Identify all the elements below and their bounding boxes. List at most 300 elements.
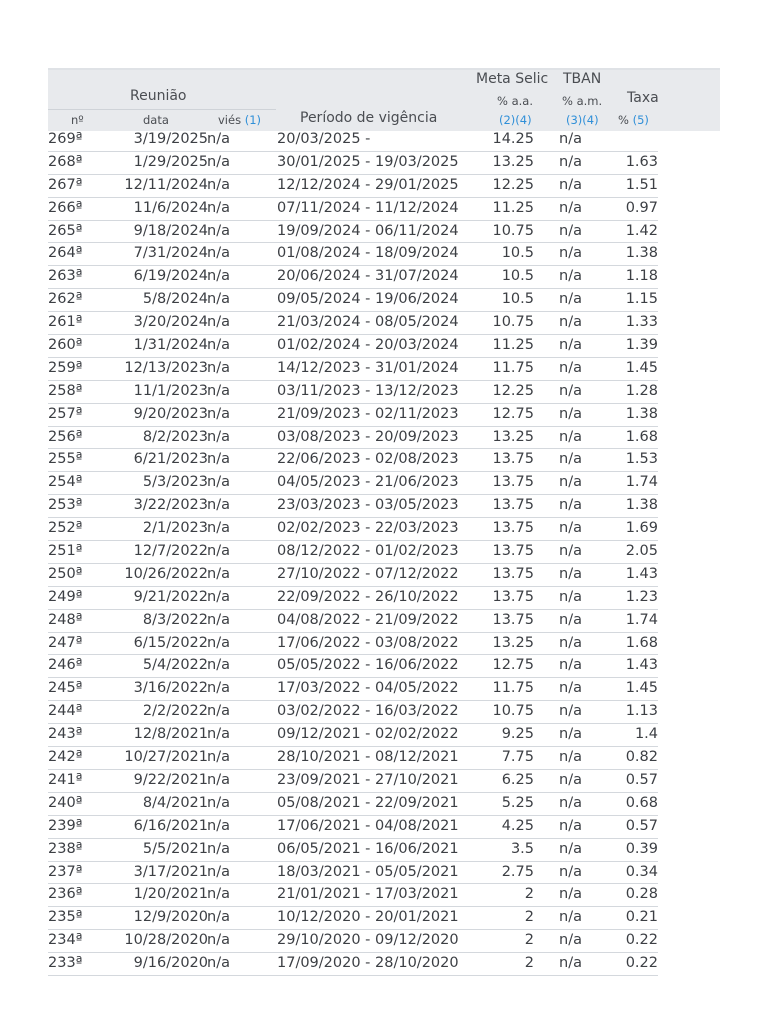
row-number: 248ª: [48, 611, 83, 628]
row-vies: n/a: [207, 634, 230, 651]
row-number: 251ª: [48, 543, 83, 560]
row-tban: n/a: [559, 611, 582, 628]
row-meta-selic: 3.5: [510, 840, 534, 857]
row-meta-selic: 2: [524, 932, 534, 949]
row-vies: n/a: [207, 497, 230, 514]
row-tban: n/a: [559, 451, 582, 468]
header-meta-unit: % a.a.: [497, 94, 533, 108]
row-vies: n/a: [207, 886, 230, 903]
row-taxa: 0.97: [625, 199, 658, 216]
row-date: 1/29/2025: [133, 153, 208, 170]
table-row: [48, 587, 658, 610]
row-tban: n/a: [559, 932, 582, 949]
row-taxa: 1.15: [625, 291, 658, 308]
row-meta-selic: 11.25: [492, 337, 534, 354]
row-number: 264ª: [48, 245, 83, 262]
row-date: 11/6/2024: [133, 199, 208, 216]
row-date: 12/7/2022: [133, 543, 208, 560]
row-taxa: 1.63: [625, 153, 658, 170]
row-tban: n/a: [559, 176, 582, 193]
table-body: [48, 129, 658, 976]
table-row: [48, 747, 658, 770]
row-taxa: 0.57: [625, 771, 658, 788]
row-period: 03/11/2023 - 13/12/2023: [277, 382, 459, 399]
table-row: [48, 221, 658, 244]
row-vies: n/a: [207, 314, 230, 331]
row-tban: n/a: [559, 131, 582, 147]
row-number: 263ª: [48, 268, 83, 285]
row-vies: n/a: [207, 749, 230, 766]
row-meta-selic: 10.5: [501, 291, 534, 308]
header-tban-unit: % a.m.: [562, 94, 603, 108]
row-date: 1/31/2024: [133, 337, 208, 354]
row-date: 6/15/2022: [133, 634, 208, 651]
row-number: 233ª: [48, 955, 83, 972]
row-vies: n/a: [207, 726, 230, 743]
table-row: [48, 449, 658, 472]
row-period: 14/12/2023 - 31/01/2024: [277, 359, 459, 376]
table-row: [48, 472, 658, 495]
row-meta-selic: 10.75: [492, 222, 534, 239]
table-row: [48, 266, 658, 289]
row-number: 268ª: [48, 153, 83, 170]
row-date: 10/28/2020: [124, 932, 208, 949]
row-tban: n/a: [559, 886, 582, 903]
row-meta-selic: 11.75: [492, 359, 534, 376]
table-row: [48, 655, 658, 678]
table-row: [48, 518, 658, 541]
row-number: 246ª: [48, 657, 83, 674]
row-period: 01/02/2024 - 20/03/2024: [277, 337, 459, 354]
row-vies: n/a: [207, 176, 230, 193]
row-period: 03/08/2023 - 20/09/2023: [277, 428, 459, 445]
row-period: 17/03/2022 - 04/05/2022: [277, 680, 459, 697]
row-period: 09/05/2024 - 19/06/2024: [277, 291, 459, 308]
row-date: 2/1/2023: [142, 520, 208, 537]
row-tban: n/a: [559, 245, 582, 262]
row-taxa: 1.28: [625, 382, 658, 399]
row-taxa: 1.45: [625, 680, 658, 697]
row-tban: n/a: [559, 909, 582, 926]
row-date: 6/21/2023: [133, 451, 208, 468]
table-row: [48, 243, 658, 266]
row-vies: n/a: [207, 222, 230, 239]
row-taxa: 2.05: [625, 543, 658, 560]
row-meta-selic: 12.25: [492, 176, 534, 193]
table-row: [48, 495, 658, 518]
row-taxa: 0.22: [625, 955, 658, 972]
row-number: 245ª: [48, 680, 83, 697]
row-period: 18/03/2021 - 05/05/2021: [277, 863, 459, 880]
row-tban: n/a: [559, 565, 582, 582]
row-taxa: 1.74: [625, 611, 658, 628]
row-tban: n/a: [559, 840, 582, 857]
header-no: nº: [71, 113, 84, 127]
row-number: 244ª: [48, 703, 83, 720]
row-meta-selic: 2: [524, 886, 534, 903]
table-row: [48, 335, 658, 358]
row-meta-selic: 10.5: [501, 245, 534, 262]
row-number: 249ª: [48, 588, 83, 605]
row-date: 5/8/2024: [142, 291, 208, 308]
table-row: [48, 175, 658, 198]
row-number: 250ª: [48, 565, 83, 582]
row-number: 267ª: [48, 176, 83, 193]
row-period: 17/06/2022 - 03/08/2022: [277, 634, 459, 651]
row-vies: n/a: [207, 520, 230, 537]
row-date: 12/9/2020: [133, 909, 208, 926]
row-period: 19/09/2024 - 06/11/2024: [277, 222, 459, 239]
row-number: 269ª: [48, 131, 83, 147]
row-vies: n/a: [207, 451, 230, 468]
row-number: 237ª: [48, 863, 83, 880]
row-period: 21/01/2021 - 17/03/2021: [277, 886, 459, 903]
row-date: 6/19/2024: [133, 268, 208, 285]
table-row: [48, 862, 658, 885]
row-period: 21/03/2024 - 08/05/2024: [277, 314, 459, 331]
row-tban: n/a: [559, 703, 582, 720]
row-date: 12/11/2024: [124, 176, 208, 193]
row-taxa: 1.23: [625, 588, 658, 605]
row-period: 07/11/2024 - 11/12/2024: [277, 199, 459, 216]
row-taxa: 1.39: [625, 337, 658, 354]
row-period: 20/06/2024 - 31/07/2024: [277, 268, 459, 285]
row-taxa: 1.68: [625, 634, 658, 651]
row-tban: n/a: [559, 359, 582, 376]
row-meta-selic: 13.75: [492, 565, 534, 582]
row-meta-selic: 13.75: [492, 451, 534, 468]
row-number: 260ª: [48, 337, 83, 354]
header-taxa-unit: % (5): [618, 113, 649, 127]
row-vies: n/a: [207, 932, 230, 949]
row-vies: n/a: [207, 771, 230, 788]
header-tban: TBAN: [563, 71, 602, 87]
row-date: 9/18/2024: [133, 222, 208, 239]
table-row: [48, 884, 658, 907]
row-number: 239ª: [48, 817, 83, 834]
row-tban: n/a: [559, 817, 582, 834]
row-number: 255ª: [48, 451, 83, 468]
row-tban: n/a: [559, 863, 582, 880]
row-tban: n/a: [559, 268, 582, 285]
table-row: [48, 404, 658, 427]
row-vies: n/a: [207, 428, 230, 445]
row-number: 234ª: [48, 932, 83, 949]
row-vies: n/a: [207, 703, 230, 720]
row-meta-selic: 2: [524, 955, 534, 972]
row-period: 01/08/2024 - 18/09/2024: [277, 245, 459, 262]
row-number: 266ª: [48, 199, 83, 216]
table-row: [48, 358, 658, 381]
row-date: 3/19/2025: [133, 131, 208, 147]
row-number: 256ª: [48, 428, 83, 445]
row-date: 3/20/2024: [133, 314, 208, 331]
row-taxa: 0.39: [625, 840, 658, 857]
row-taxa: 1.69: [625, 520, 658, 537]
row-date: 8/3/2022: [142, 611, 208, 628]
row-taxa: 1.38: [625, 497, 658, 514]
table-row: [48, 198, 658, 221]
row-period: 09/12/2021 - 02/02/2022: [277, 726, 459, 743]
table-row: [48, 152, 658, 175]
selic-table: [48, 68, 659, 972]
row-taxa: 1.68: [625, 428, 658, 445]
row-tban: n/a: [559, 405, 582, 422]
row-vies: n/a: [207, 359, 230, 376]
table-row: [48, 610, 658, 633]
row-date: 9/20/2023: [133, 405, 208, 422]
row-date: 9/21/2022: [133, 588, 208, 605]
row-taxa: 1.33: [625, 314, 658, 331]
row-number: 247ª: [48, 634, 83, 651]
header-periodo: Período de vigência: [300, 110, 438, 126]
table-row: [48, 839, 658, 862]
row-vies: n/a: [207, 680, 230, 697]
row-meta-selic: 13.75: [492, 474, 534, 491]
header-taxa: Taxa: [627, 90, 659, 106]
row-taxa: 1.42: [625, 222, 658, 239]
row-taxa: 1.38: [625, 405, 658, 422]
row-number: 243ª: [48, 726, 83, 743]
table-row: [48, 381, 658, 404]
row-vies: n/a: [207, 588, 230, 605]
row-meta-selic: 9.25: [501, 726, 534, 743]
row-meta-selic: 13.25: [492, 428, 534, 445]
row-vies: n/a: [207, 405, 230, 422]
row-meta-selic: 13.75: [492, 588, 534, 605]
table-row: [48, 793, 658, 816]
row-date: 10/26/2022: [124, 565, 208, 582]
row-tban: n/a: [559, 428, 582, 445]
table-row: [48, 770, 658, 793]
row-date: 8/2/2023: [142, 428, 208, 445]
table-row: [48, 907, 658, 930]
row-tban: n/a: [559, 749, 582, 766]
row-number: 252ª: [48, 520, 83, 537]
row-period: 22/09/2022 - 26/10/2022: [277, 588, 459, 605]
row-period: 23/03/2023 - 03/05/2023: [277, 497, 459, 514]
row-taxa: 0.34: [625, 863, 658, 880]
header-tban-ref[interactable]: (3)(4): [566, 113, 599, 127]
row-number: 265ª: [48, 222, 83, 239]
row-meta-selic: 10.75: [492, 703, 534, 720]
row-period: 28/10/2021 - 08/12/2021: [277, 749, 459, 766]
row-number: 235ª: [48, 909, 83, 926]
row-tban: n/a: [559, 474, 582, 491]
row-vies: n/a: [207, 268, 230, 285]
row-taxa: 0.21: [625, 909, 658, 926]
row-tban: n/a: [559, 588, 582, 605]
row-vies: n/a: [207, 131, 230, 147]
row-date: 12/8/2021: [133, 726, 208, 743]
row-tban: n/a: [559, 199, 582, 216]
row-meta-selic: 12.75: [492, 405, 534, 422]
row-tban: n/a: [559, 153, 582, 170]
row-date: 3/17/2021: [133, 863, 208, 880]
row-period: 03/02/2022 - 16/03/2022: [277, 703, 459, 720]
row-number: 253ª: [48, 497, 83, 514]
table-row: [48, 312, 658, 335]
table-row: [48, 633, 658, 656]
row-period: 23/09/2021 - 27/10/2021: [277, 771, 459, 788]
row-vies: n/a: [207, 474, 230, 491]
row-taxa: 0.28: [625, 886, 658, 903]
row-vies: n/a: [207, 794, 230, 811]
row-taxa: 1.74: [625, 474, 658, 491]
row-tban: n/a: [559, 497, 582, 514]
row-taxa: 0.22: [625, 932, 658, 949]
row-tban: n/a: [559, 794, 582, 811]
row-meta-selic: 13.75: [492, 520, 534, 537]
row-meta-selic: 4.25: [501, 817, 534, 834]
header-reuniao: Reunião: [130, 88, 187, 104]
row-taxa: 0.57: [625, 817, 658, 834]
row-date: 3/16/2022: [133, 680, 208, 697]
row-period: 20/03/2025 -: [277, 131, 371, 147]
header-meta-selic: Meta Selic: [476, 71, 549, 87]
row-tban: n/a: [559, 543, 582, 560]
table-row: [48, 701, 658, 724]
row-tban: n/a: [559, 337, 582, 354]
row-tban: n/a: [559, 680, 582, 697]
table-row: [48, 289, 658, 312]
table-row: [48, 724, 658, 747]
row-date: 12/13/2023: [124, 359, 208, 376]
row-vies: n/a: [207, 199, 230, 216]
row-date: 8/4/2021: [142, 794, 208, 811]
row-meta-selic: 12.75: [492, 657, 534, 674]
row-taxa: 0.82: [625, 749, 658, 766]
row-number: 261ª: [48, 314, 83, 331]
row-date: 10/27/2021: [124, 749, 208, 766]
row-period: 22/06/2023 - 02/08/2023: [277, 451, 459, 468]
row-number: 238ª: [48, 840, 83, 857]
row-taxa: 0.68: [625, 794, 658, 811]
row-tban: n/a: [559, 382, 582, 399]
row-meta-selic: 13.75: [492, 611, 534, 628]
row-period: 05/08/2021 - 22/09/2021: [277, 794, 459, 811]
header-data: data: [143, 113, 169, 127]
row-tban: n/a: [559, 771, 582, 788]
row-number: 242ª: [48, 749, 83, 766]
row-period: 05/05/2022 - 16/06/2022: [277, 657, 459, 674]
row-vies: n/a: [207, 955, 230, 972]
row-vies: n/a: [207, 611, 230, 628]
row-tban: n/a: [559, 726, 582, 743]
row-date: 9/22/2021: [133, 771, 208, 788]
row-tban: n/a: [559, 634, 582, 651]
row-period: 17/06/2021 - 04/08/2021: [277, 817, 459, 834]
row-period: 06/05/2021 - 16/06/2021: [277, 840, 459, 857]
row-number: 240ª: [48, 794, 83, 811]
row-date: 5/3/2023: [142, 474, 208, 491]
row-period: 02/02/2023 - 22/03/2023: [277, 520, 459, 537]
row-number: 236ª: [48, 886, 83, 903]
row-vies: n/a: [207, 657, 230, 674]
table-row: [48, 953, 658, 976]
table-row: [48, 427, 658, 450]
row-date: 11/1/2023: [133, 382, 208, 399]
row-meta-selic: 2.75: [501, 863, 534, 880]
row-vies: n/a: [207, 153, 230, 170]
row-vies: n/a: [207, 909, 230, 926]
row-number: 262ª: [48, 291, 83, 308]
row-vies: n/a: [207, 291, 230, 308]
row-period: 08/12/2022 - 01/02/2023: [277, 543, 459, 560]
row-vies: n/a: [207, 382, 230, 399]
row-date: 5/4/2022: [142, 657, 208, 674]
header-meta-ref[interactable]: (2)(4): [499, 113, 532, 127]
row-vies: n/a: [207, 840, 230, 857]
row-meta-selic: 10.5: [501, 268, 534, 285]
row-number: 254ª: [48, 474, 83, 491]
row-taxa: 1.43: [625, 565, 658, 582]
row-date: 2/2/2022: [142, 703, 208, 720]
row-period: 04/08/2022 - 21/09/2022: [277, 611, 459, 628]
row-meta-selic: 10.75: [492, 314, 534, 331]
row-period: 10/12/2020 - 20/01/2021: [277, 909, 459, 926]
row-vies: n/a: [207, 245, 230, 262]
row-date: 6/16/2021: [133, 817, 208, 834]
row-tban: n/a: [559, 291, 582, 308]
row-taxa: 1.13: [625, 703, 658, 720]
row-number: 241ª: [48, 771, 83, 788]
header-vies-ref[interactable]: (1): [244, 113, 262, 127]
row-meta-selic: 13.25: [492, 634, 534, 651]
row-period: 04/05/2023 - 21/06/2023: [277, 474, 459, 491]
table-row: [48, 129, 658, 152]
row-meta-selic: 13.75: [492, 497, 534, 514]
row-taxa: 1.45: [625, 359, 658, 376]
row-taxa: 1.53: [625, 451, 658, 468]
row-taxa: 1.38: [625, 245, 658, 262]
row-tban: n/a: [559, 314, 582, 331]
row-date: 5/5/2021: [142, 840, 208, 857]
row-tban: n/a: [559, 657, 582, 674]
row-vies: n/a: [207, 817, 230, 834]
row-period: 30/01/2025 - 19/03/2025: [277, 153, 459, 170]
row-meta-selic: 14.25: [492, 131, 534, 147]
row-number: 258ª: [48, 382, 83, 399]
row-vies: n/a: [207, 337, 230, 354]
row-vies: n/a: [207, 565, 230, 582]
row-meta-selic: 13.25: [492, 153, 534, 170]
table-row: [48, 930, 658, 953]
row-date: 9/16/2020: [133, 955, 208, 972]
row-period: 12/12/2024 - 29/01/2025: [277, 176, 459, 193]
row-meta-selic: 12.25: [492, 382, 534, 399]
row-taxa: 1.51: [625, 176, 658, 193]
row-period: 21/09/2023 - 02/11/2023: [277, 405, 459, 422]
row-meta-selic: 2: [524, 909, 534, 926]
row-number: 259ª: [48, 359, 83, 376]
table-row: [48, 678, 658, 701]
row-tban: n/a: [559, 222, 582, 239]
row-period: 27/10/2022 - 07/12/2022: [277, 565, 459, 582]
table-row: [48, 564, 658, 587]
row-meta-selic: 5.25: [501, 794, 534, 811]
header-taxa-ref[interactable]: (5): [632, 113, 649, 127]
table-row: [48, 541, 658, 564]
row-tban: n/a: [559, 520, 582, 537]
row-meta-selic: 13.75: [492, 543, 534, 560]
row-meta-selic: 7.75: [501, 749, 534, 766]
row-taxa: 1.43: [625, 657, 658, 674]
row-date: 7/31/2024: [133, 245, 208, 262]
row-meta-selic: 11.25: [492, 199, 534, 216]
header-vies: viés (1): [218, 113, 262, 127]
row-taxa: 1.4: [634, 726, 658, 743]
